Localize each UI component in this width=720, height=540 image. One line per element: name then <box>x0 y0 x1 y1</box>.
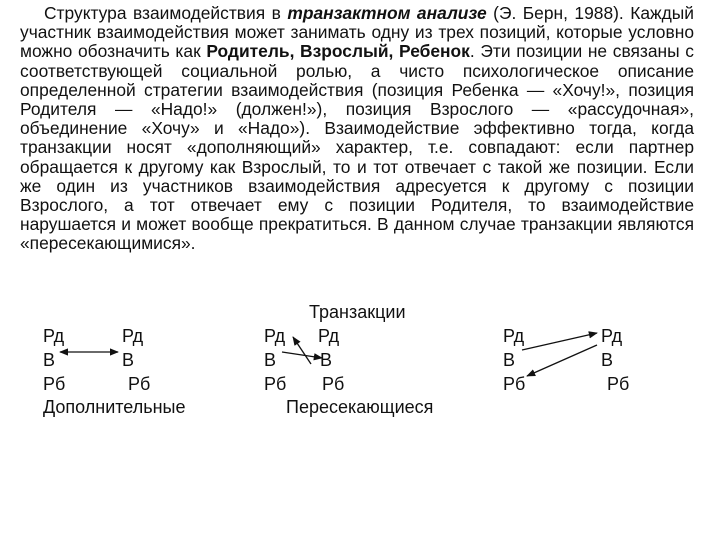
cross1-left-parent: Рд <box>264 326 286 346</box>
comp-left-child: Рб <box>43 374 66 394</box>
transactional-analysis-term: транзактном анализе <box>287 3 487 23</box>
comp-left-parent: Рд <box>43 326 65 346</box>
cross1-adult-to-adult-arrow <box>282 352 322 358</box>
cross1-left-adult: В <box>264 350 277 370</box>
cross1-right-adult: В <box>320 350 333 370</box>
cross1-right-parent: Рд <box>318 326 340 346</box>
cross2-right-child: Рб <box>607 374 630 394</box>
comp-right-parent: Рд <box>122 326 144 346</box>
ego-states-term: Родитель, Взрослый, Ребенок <box>206 41 470 62</box>
paragraph-part-1: Структура взаимодействия в <box>44 3 288 23</box>
cross2-left-parent: Рд <box>503 326 525 346</box>
cross2-right-adult: В <box>601 350 614 370</box>
comp-right-adult: В <box>122 350 135 370</box>
diagram-title: Транзакции <box>309 302 406 322</box>
complementary-caption: Дополнительные <box>43 397 186 417</box>
cross2-adult-to-child-arrow <box>527 345 597 376</box>
comp-right-child: Рб <box>128 374 151 394</box>
cross2-adult-to-parent-arrow <box>522 333 597 350</box>
crossing-caption: Пересекающиеся <box>286 397 434 417</box>
paragraph-part-2: (Э. Берн, 1988). Каждый участник взаимодействия может занимать одну из трех позиций, которые условно можно обозначить как <box>20 3 694 62</box>
comp-left-adult: В <box>43 350 56 370</box>
cross1-right-child: Рб <box>322 374 345 394</box>
cross1-adult-to-parent-arrow <box>293 337 311 364</box>
cross1-left-child: Рб <box>264 374 287 394</box>
paragraph-part-3: . Эти позиции не связаны с соответствующей социальной ролью, а чисто психологическое описание определенной стратегии взаимодействия (позиция Ребенка — «Хочу!», позиция Родителя — «Надо!» (должен!»), позиция Взрослого — «рассудочная», объединение «Хочу» и «Надо»). Взаимодействие эффективно тогда, когда транзакции носят «дополняющий» характер, т.е. совпадают: если партнер обращается к другому как Взрослый, то и тот отвечает с такой же позиции. Если же один из участников взаимодействия адресуется к другому с позиции Взрослого, а тот отвечает ему с позиции Родителя, то взаимодействие нарушается и может вообще прекратиться. В данном случае транзакции являются «пересекающимися». <box>20 41 695 254</box>
cross2-right-parent: Рд <box>601 326 623 346</box>
cross2-left-child: Рб <box>503 374 526 394</box>
cross2-left-adult: В <box>503 350 516 370</box>
